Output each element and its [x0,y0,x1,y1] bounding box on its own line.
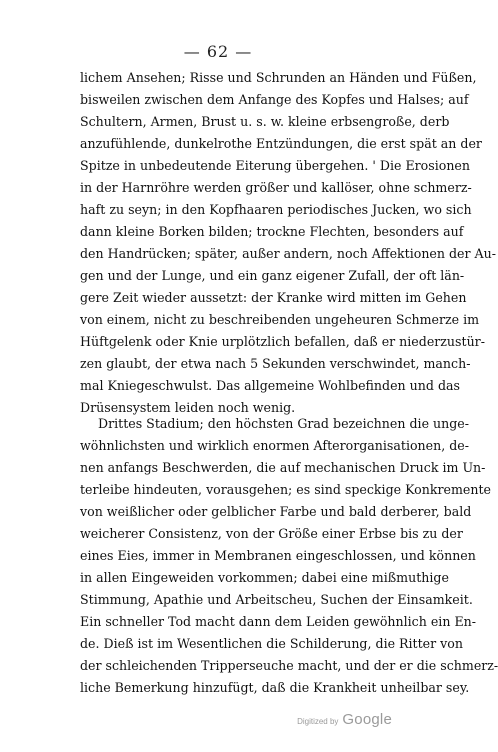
google-logo: Google [342,711,392,728]
text-line: in allen Eingeweiden vorkommen; dabei eine mißmuthige [80,570,449,585]
text-line: mal Kniegeschwulst. Das allgemeine Wohlbefinden und das [80,378,460,393]
text-line: weicherer Consistenz, von der Größe einer Erbse bis zu der [80,526,463,541]
text-line: gere Zeit wieder aussetzt: der Kranke wird mitten im Gehen [80,290,467,305]
text-line: de. Dieß ist im Wesentlichen die Schilderung, die Ritter von [80,636,463,651]
text-line: bisweilen zwischen dem Anfange des Kopfes und Halses; auf [80,92,469,107]
text-line: den Handrücken; später, außer andern, noch Affektionen der Au- [80,246,496,261]
text-line: anzufühlende, dunkelrothe Entzündungen, die erst spät an der [80,136,482,151]
text-line: Hüftgelenk oder Knie urplötzlich befallen, daß er niederzustür- [80,334,485,349]
text-line: zen glaubt, der etwa nach 5 Sekunden verschwindet, manch- [80,356,471,371]
text-line: Spitze in unbedeutende Eiterung übergehen. ' Die Erosionen [80,158,470,173]
text-line: Drittes Stadium; den höchsten Grad bezeichnen die unge- [98,416,470,431]
text-line: liche Bemerkung hinzufügt, daß die Krankheit unheilbar sey. [80,680,470,695]
text-line: eines Eies, immer in Membranen eingeschlossen, und können [80,548,476,563]
text-line: Schultern, Armen, Brust u. s. w. kleine erbsengroße, derb [80,114,450,129]
text-line: haft zu seyn; in den Kopfhaaren periodisches Jucken, wo sich [80,202,472,217]
text-line: Ein schneller Tod macht dann dem Leiden gewöhnlich ein En- [80,614,477,629]
text-line: gen und der Lunge, und ein ganz eigener Zufall, der oft län- [80,268,465,283]
text-line: dann kleine Borken bilden; trockne Flechten, besonders auf [80,224,464,239]
text-line: terleibe hindeuten, vorausgehen; es sind speckige Konkremente [80,482,491,497]
text-line: Drüsensystem leiden noch wenig. [80,400,296,415]
text-line: in der Harnröhre werden größer und kallöser, ohne schmerz- [80,180,472,195]
text-line: nen anfangs Beschwerden, die auf mechanischen Druck im Un- [80,460,486,475]
page-number: — 62 — [183,42,253,61]
watermark-prefix: Digitized by [297,717,339,726]
text-line: von weißlicher oder gelblicher Farbe und bald derberer, bald [80,504,472,519]
text-line: Stimmung, Apathie und Arbeitscheu, Suchen der Einsamkeit. [80,592,473,607]
text-line: lichem Ansehen; Risse und Schrunden an Händen und Füßen, [80,70,477,85]
text-line: wöhnlichsten und wirklich enormen Afterorganisationen, de- [80,438,470,453]
digitization-watermark [297,711,392,728]
text-line: von einem, nicht zu beschreibenden ungeheuren Schmerze im [80,312,480,327]
text-line: der schleichenden Tripperseuche macht, und der er die schmerz- [80,658,498,673]
